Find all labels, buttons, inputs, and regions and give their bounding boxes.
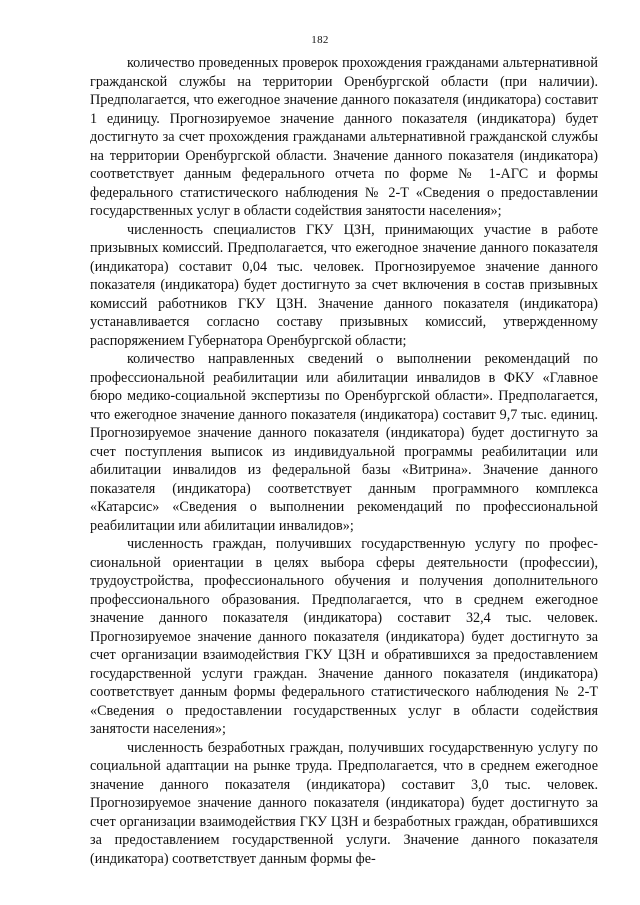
paragraph-social-adaptation: численность безработных граждан, получивших государственную услугу по социальной адаптации на рынке труда. Предполагается, что в среднем ежегодное значение данного показателя (индикатора) составит 3,0 тыс. человек. Прогнозируемое значение данного показателя (индикатора) будет достигнуто за счет организации взаимодействия ГКУ ЦЗН и безработных граждан, обратившихся за предоставлением государственной услуги. Значение данного показателя (индикатора) соответствует данным формы фе- [90, 739, 598, 867]
paragraph-agc-inspections: количество проведенных проверок прохождения гражданами альтернативной гражданской службы на территории Оренбургской области (при наличии). Предполагается, что ежегодное значение данного показателя (индикатора) составит 1 единицу. Прогнозируемое значение данного показателя (индикатора) будет достигнуто за счет прохождения гражданами альтернативной гражданской службы на территории Оренбургской области. Значение данного показателя (индикатора) соответствует данным федерального отчета по форме № 1-АГС и формы федерального статистического наблюдения № 2-Т «Сведения о предоставлении государственных услуг в области содействия занятости населения»; [90, 55, 598, 219]
body-text [90, 54, 598, 868]
paragraph-conscription-commission-staff: численность специалистов ГКУ ЦЗН, принимающих участие в работе призывных комиссий. Предполагается, что ежегодное значение данного показателя (индикатора) составит 0,04 тыс. человек. Прогнозируемое значение данного показателя (индикатора) будет достигнуто за счет включения в состав призывных комиссий работников ГКУ ЦЗН. Значение данного показателя (индикатора) устанавливается согласно составу призывных комиссий, утвержденному распоряжением Губернатора Оренбургской области; [90, 221, 598, 349]
paragraph-rehabilitation-reports: количество направленных сведений о выполнении рекомендаций по профессиональной реабилитации или абилитации инвалидов в ФКУ «Главное бюро медико-социальной экспертизы по Оренбургской области». Предполагается, что ежегодное значение данного показателя (индикатора) составит 9,7 тыс. единиц. Прогнозируемое значение данного показателя (индикатора) будет достигнуто за счет поступления выписок из индивидуальной программы реабилитации или абилитации инвалидов из федеральной базы «Витрина». Значение данного показателя (индикатора) соответствует данным программного комплекса «Катарсис» «Сведения о выполнении рекомендаций по профессиональной реабилитации или абилитации инвалидов»; [90, 351, 598, 534]
page-number: 182 [311, 34, 329, 46]
paragraph-career-guidance: численность граждан, получивших государственную услугу по профессиональной ориентации в целях выбора сферы деятельности (профессии), трудоустройства, профессионального обучения и получения дополнительного профессионального образования. Предполагается, что в среднем ежегодное значение данного показателя (индикатора) составит 32,4 тыс. человек. Прогнозируемое значение данного показателя (индикатора) будет достигнуто за счет организации взаимодействия ГКУ ЦЗН и обратившихся за предоставлением государственной услуги граждан. Значение данного показателя (индикатора) соответствует данным формы федерального статистического наблюдения № 2-Т «Сведения о предоставлении государственных услуг в области содействия занятости населения»; [90, 536, 598, 737]
